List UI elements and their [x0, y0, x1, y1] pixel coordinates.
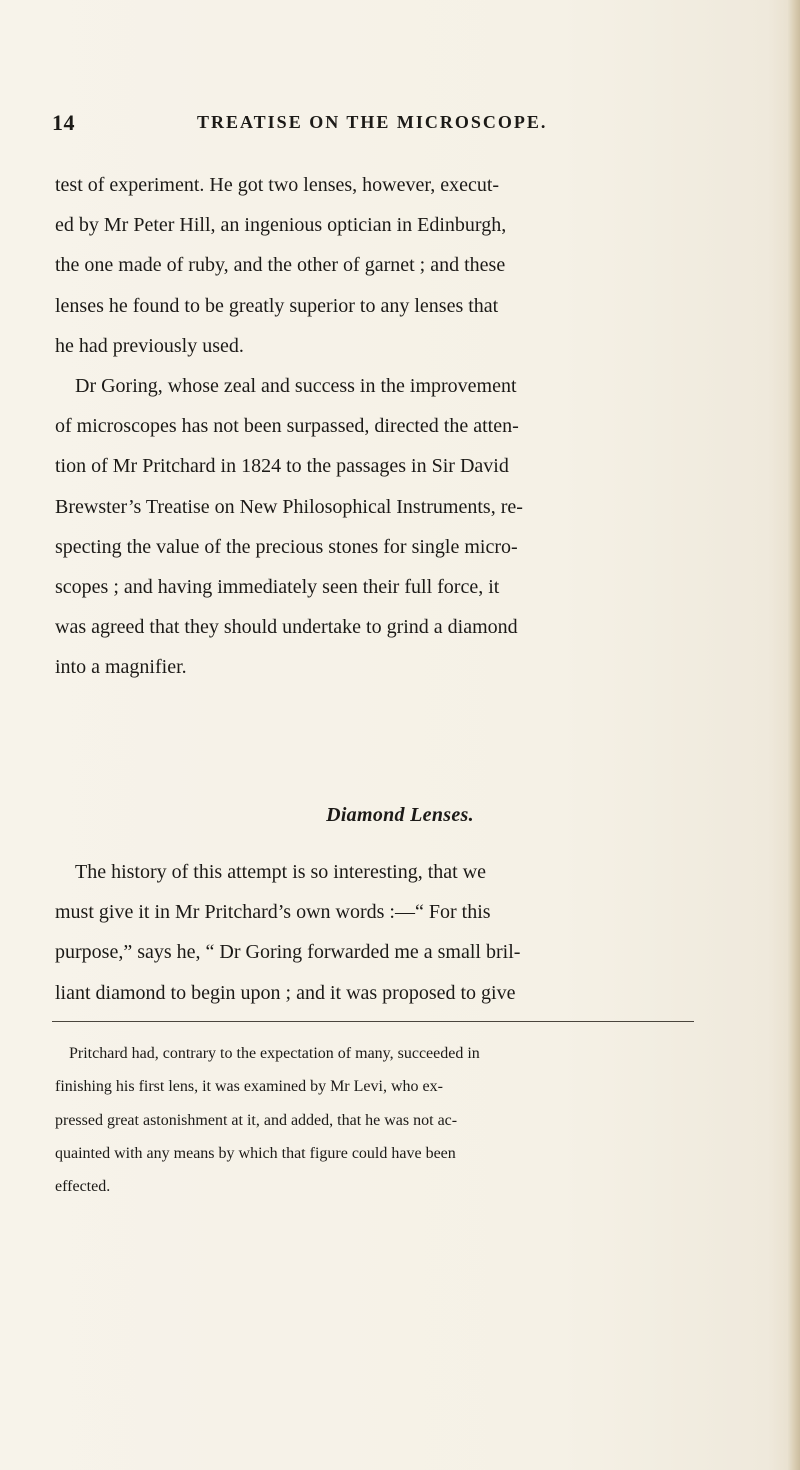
text-line: scopes ; and having immediately seen their full force, it — [55, 575, 500, 598]
footnote-line: pressed great astonishment at it, and added, that he was not ac- — [55, 1111, 458, 1129]
text-line: The history of this attempt is so interesting, that we — [75, 861, 487, 883]
text-line: test of experiment. He got two lenses, however, execut- — [55, 174, 500, 196]
page-header — [52, 112, 742, 144]
text-line: was agreed that they should undertake to grind a diamond — [55, 616, 518, 639]
page-number: 14 — [52, 110, 75, 135]
text-line: specting the value of the precious stones for single micro- — [55, 535, 518, 558]
text-line: Brewster’s Treatise on New Philosophical Instruments, re- — [55, 495, 523, 518]
text-line: ed by Mr Peter Hill, an ingenious optician in Edinburgh, — [55, 214, 507, 237]
section-text — [55, 852, 693, 1013]
text-line: of microscopes has not been surpassed, directed the atten- — [55, 415, 519, 438]
running-head: TREATISE ON THE MICROSCOPE. — [197, 112, 548, 132]
footnote-rule — [52, 1021, 694, 1022]
text-line: tion of Mr Pritchard in 1824 to the passages in Sir David — [55, 455, 509, 478]
text-line: liant diamond to begin upon ; and it was proposed to give — [55, 981, 516, 1004]
text-line: must give it in Mr Pritchard’s own words :—“ For this — [55, 901, 491, 924]
text-line: the one made of ruby, and the other of garnet ; and these — [55, 254, 506, 277]
text-line: purpose,” says he, “ Dr Goring forwarded me a small bril- — [55, 941, 521, 964]
footnote — [55, 1037, 693, 1203]
text-line: lenses he found to be greatly superior to any lenses that — [55, 294, 499, 317]
footnote-line: quainted with any means by which that figure could have been — [55, 1144, 456, 1162]
text-line: into a magnifier. — [55, 656, 187, 679]
footnote-line: effected. — [55, 1178, 111, 1196]
footnote-line: Pritchard had, contrary to the expectation of many, succeeded in — [69, 1045, 480, 1062]
footnote-line: finishing his first lens, it was examined by Mr Levi, who ex- — [55, 1078, 443, 1096]
main-text — [55, 165, 693, 687]
text-line: he had previously used. — [55, 334, 244, 357]
text-line: Dr Goring, whose zeal and success in the improvement — [75, 374, 517, 397]
section-heading: Diamond Lenses. — [326, 804, 474, 826]
page-edge — [788, 0, 800, 1470]
